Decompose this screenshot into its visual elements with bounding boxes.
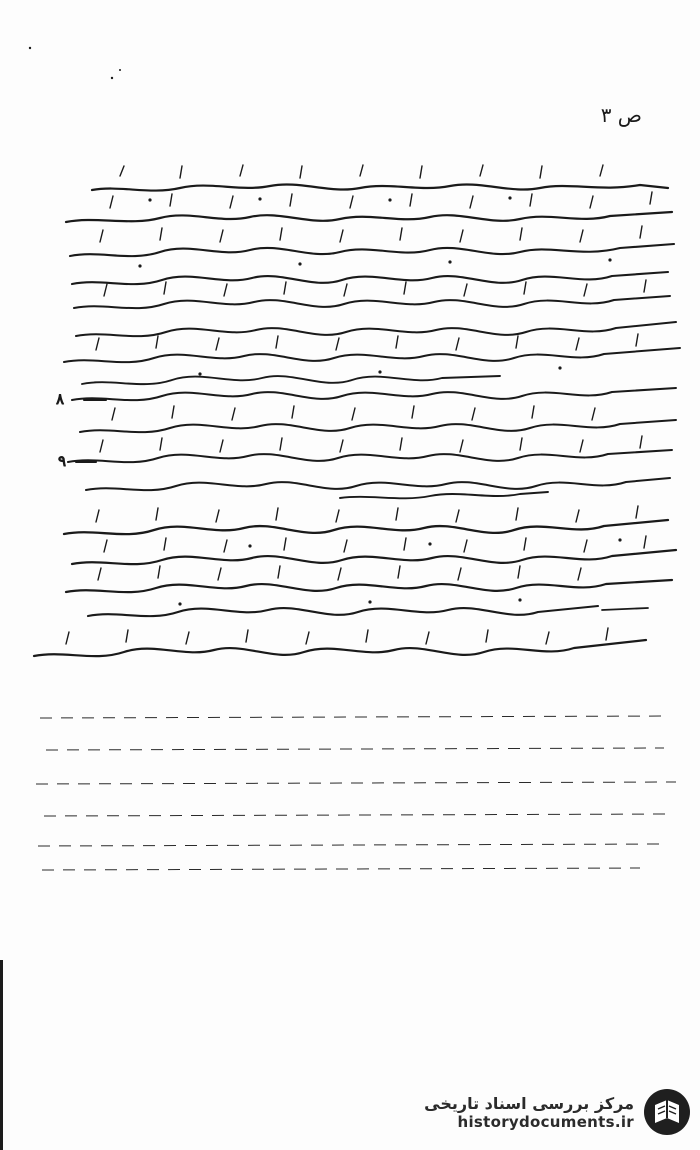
- handwritten-line: [88, 606, 598, 616]
- handwritten-line: [72, 388, 676, 400]
- watermark-text: [424, 1094, 634, 1131]
- handwritten-line: [92, 184, 668, 190]
- ruled-lines-area: [0, 680, 700, 900]
- handwritten-line: [602, 608, 648, 610]
- book-leaf-logo-icon: [642, 1087, 692, 1137]
- handwritten-line: [68, 450, 672, 462]
- watermark-name: مرکز بررسی اسناد تاریخی: [424, 1093, 634, 1113]
- handwritten-line: [76, 322, 676, 336]
- watermark-url: historydocuments.ir: [457, 1112, 634, 1131]
- handwritten-line: [72, 550, 676, 564]
- handwritten-line: [74, 296, 670, 308]
- handwritten-line: [80, 420, 676, 432]
- handwritten-line: [86, 478, 670, 490]
- handwritten-line: [82, 376, 500, 384]
- handwritten-line: [64, 520, 668, 534]
- handwritten-line: [72, 272, 668, 284]
- scan-edge: [0, 960, 3, 1150]
- svg-text:۹: ۹: [58, 452, 67, 470]
- page-number: ص ۳: [600, 103, 642, 127]
- handwritten-line: [70, 244, 674, 256]
- handwritten-line: [66, 580, 672, 592]
- handwritten-line: [66, 212, 672, 222]
- watermark: [402, 1082, 692, 1142]
- handwritten-line: [340, 492, 548, 498]
- svg-text:۸: ۸: [56, 390, 65, 408]
- handwritten-line: [64, 348, 680, 362]
